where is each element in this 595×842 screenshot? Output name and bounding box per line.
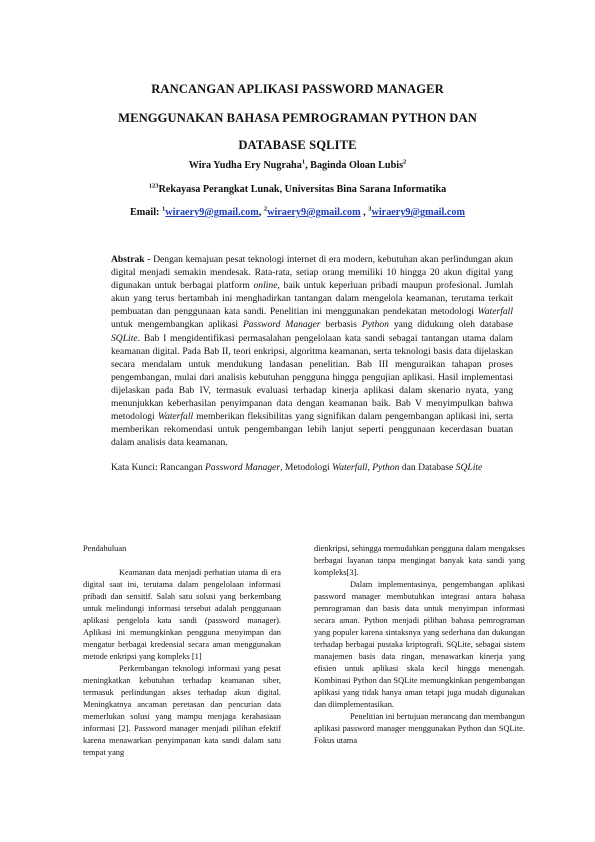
abstract-text: yang didukung oleh database bbox=[388, 319, 513, 331]
keyword-text: , bbox=[367, 462, 373, 474]
keywords bbox=[111, 461, 513, 474]
abstract-body bbox=[111, 253, 513, 449]
abstract-italic-term: Password Manager bbox=[242, 319, 321, 331]
email-link[interactable]: wiraery9@gmail.com bbox=[165, 207, 259, 218]
author-name: Wira Yudha Ery Nugraha bbox=[188, 160, 302, 171]
keyword-italic-term: Waterfall bbox=[332, 462, 368, 474]
abstract-text: . Bab I mengidentifikasi permasalahan pengelolaan kata sandi sebagai tantangan utama dalam keamanan digital. Pada Bab II, teori enkripsi, algoritma keamanan, serta teknologi basis data dijelaskan secara mendalam untuk mendukung landasan penelitian. Bab III menguraikan tahapan proses pengembangan, mulai dari analisis kebutuhan pengguna hingga pengujian aplikasi. Hasil implementasi dijelaskan pada Bab IV, termasuk evaluasi terhadap kinerja aplikasi dalam skenario nyata, yang menunjukkan keberhasilan penyimpanan data dengan keamanan baik. Bab V menyimpulkan bahwa metodologi bbox=[111, 332, 513, 423]
abstract-italic-term: Python bbox=[361, 319, 389, 331]
abstract-italic-term: Waterfall bbox=[157, 411, 194, 423]
email-superscript: 2 bbox=[263, 205, 268, 213]
email-superscript: 3 bbox=[368, 205, 372, 213]
affiliation-superscript: 123 bbox=[148, 182, 159, 190]
abstract-text: untuk mengembangkan aplikasi bbox=[111, 319, 243, 331]
keyword-italic-term: SQLite bbox=[455, 462, 483, 474]
abstract-text: Dengan kemajuan pesat teknologi internet di era modern, kebutuhan akan perlindungan akun digital menjadi semakin mendesak. Rata-rata, setiap orang memiliki 10 hingga 20 akun digital yang digunakan untuk berbagai platform bbox=[111, 254, 514, 292]
section-heading: Pendahuluan bbox=[83, 544, 127, 553]
abstract-italic-term: Waterfall bbox=[477, 306, 513, 318]
author-separator: , bbox=[305, 160, 311, 171]
keyword-text: Kata Kunci: Rancangan bbox=[111, 462, 206, 474]
author-superscript: 2 bbox=[403, 158, 407, 166]
author-superscript: 1 bbox=[301, 158, 306, 166]
affiliation-text: Rekayasa Perangkat Lunak, Universitas Bina Sarana Informatika bbox=[158, 184, 447, 195]
author-name: Baginda Oloan Lubis bbox=[310, 160, 404, 171]
abstract-italic-term: online bbox=[253, 280, 278, 292]
email-link[interactable]: wiraery9@gmail.com bbox=[371, 207, 465, 218]
right-column bbox=[314, 543, 525, 747]
abstract-label: Abstrak bbox=[111, 254, 145, 265]
body-paragraph: Perkembangan teknologi informasi yang pesat meningkatkan kebutuhan terhadap keamanan siber, termasuk perlindungan akses terhadap akun digital. Meningkatnya ancaman peretasan dan pencurian data memerlukan solusi yang mampu menjaga kerahasiaan informasi [2]. Password manager menjadi pilihan efektif karena menawarkan penyimpanan kata sandi dalam satu tempat yang bbox=[83, 664, 281, 757]
email-superscript: 1 bbox=[162, 205, 166, 213]
abstract-text: berbasis bbox=[320, 319, 362, 331]
abstract-text: memberikan fleksibilitas yang signifikan dalam pengembangan aplikasi ini, serta memberikan rekomendasi untuk pengembangan lebih lanjut seperti penggunaan kecerdasan buatan dalam analisis data keamanan. bbox=[111, 411, 513, 449]
email-line bbox=[60, 207, 535, 218]
keyword-text: dan Database bbox=[399, 462, 456, 474]
keyword-italic-term: Python bbox=[372, 462, 400, 474]
body-paragraph: Keamanan data menjadi perhatian utama di era digital saat ini, terutama dalam pengelolaan informasi pribadi dan sensitif. Salah satu solusi yang berkembang untuk melindungi informasi tersebut adalah penggunaan aplikasi pengelola kata sandi (password manager). Aplikasi ini memungkinkan pengguna menyimpan dan mengatur berbagai kredensial secara aman menggunakan metode enkripsi yang kompleks [1] bbox=[83, 568, 281, 661]
keyword-text: , Metodologi bbox=[280, 462, 333, 474]
paper-title-line-1: RANCANGAN APLIKASI PASSWORD MANAGER bbox=[151, 82, 444, 96]
abstract-text: , baik untuk keperluan pribadi maupun profesional. Jumlah akun yang terus bertambah ini menghadirkan tantangan dalam mengelola keamanan, terutama terkait pembuatan dan penggunaan kata sandi. Penelitian ini menggunakan pendekatan metodologi bbox=[111, 280, 513, 318]
body-paragraph: Penelitian ini bertujuan merancang dan membangun aplikasi password manager menggunakan Python dan SQLite. Fokus utama bbox=[314, 712, 525, 745]
abstract-block bbox=[111, 253, 513, 475]
email-link[interactable]: wiraery9@gmail.com bbox=[267, 207, 361, 218]
author-list bbox=[60, 160, 535, 171]
abstract-italic-term: SQLite bbox=[111, 332, 138, 344]
affiliation bbox=[60, 184, 535, 195]
paper-title-line-3: DATABASE SQLITE bbox=[238, 138, 357, 152]
body-paragraph: dienkripsi, sehingga memudahkan pengguna dalam mengakses berbagai layanan tanpa mengingat banyak kata sandi yang kompleks[3]. bbox=[314, 544, 525, 577]
abstract-dash: - bbox=[144, 254, 154, 265]
paper-title-line-2: MENGGUNAKAN BAHASA PEMROGRAMAN PYTHON DAN bbox=[118, 111, 477, 125]
left-column bbox=[83, 543, 281, 759]
email-separator: , bbox=[258, 207, 264, 218]
email-label: Email: bbox=[130, 207, 162, 218]
keyword-italic-term: Password Manager bbox=[205, 462, 281, 474]
email-separator: , bbox=[360, 207, 369, 218]
body-paragraph: Dalam implementasinya, pengembangan aplikasi password manager membutuhkan integrasi antara bahasa pemrograman dan basis data untuk menyimpan informasi secara aman. Python menjadi pilihan bahasa pemrograman yang populer karena sintaksnya yang sederhana dan dukungan terhadap berbagai pustaka kriptografi. SQLite, sebagai sistem manajemen basis data ringan, menawarkan kinerja yang efisien untuk aplikasi skala kecil hingga menengah. Kombinasi Python dan SQLite memungkinkan pengembangan aplikasi yang tidak hanya aman tetapi juga mudah digunakan dan diimplementasikan. bbox=[314, 580, 525, 709]
